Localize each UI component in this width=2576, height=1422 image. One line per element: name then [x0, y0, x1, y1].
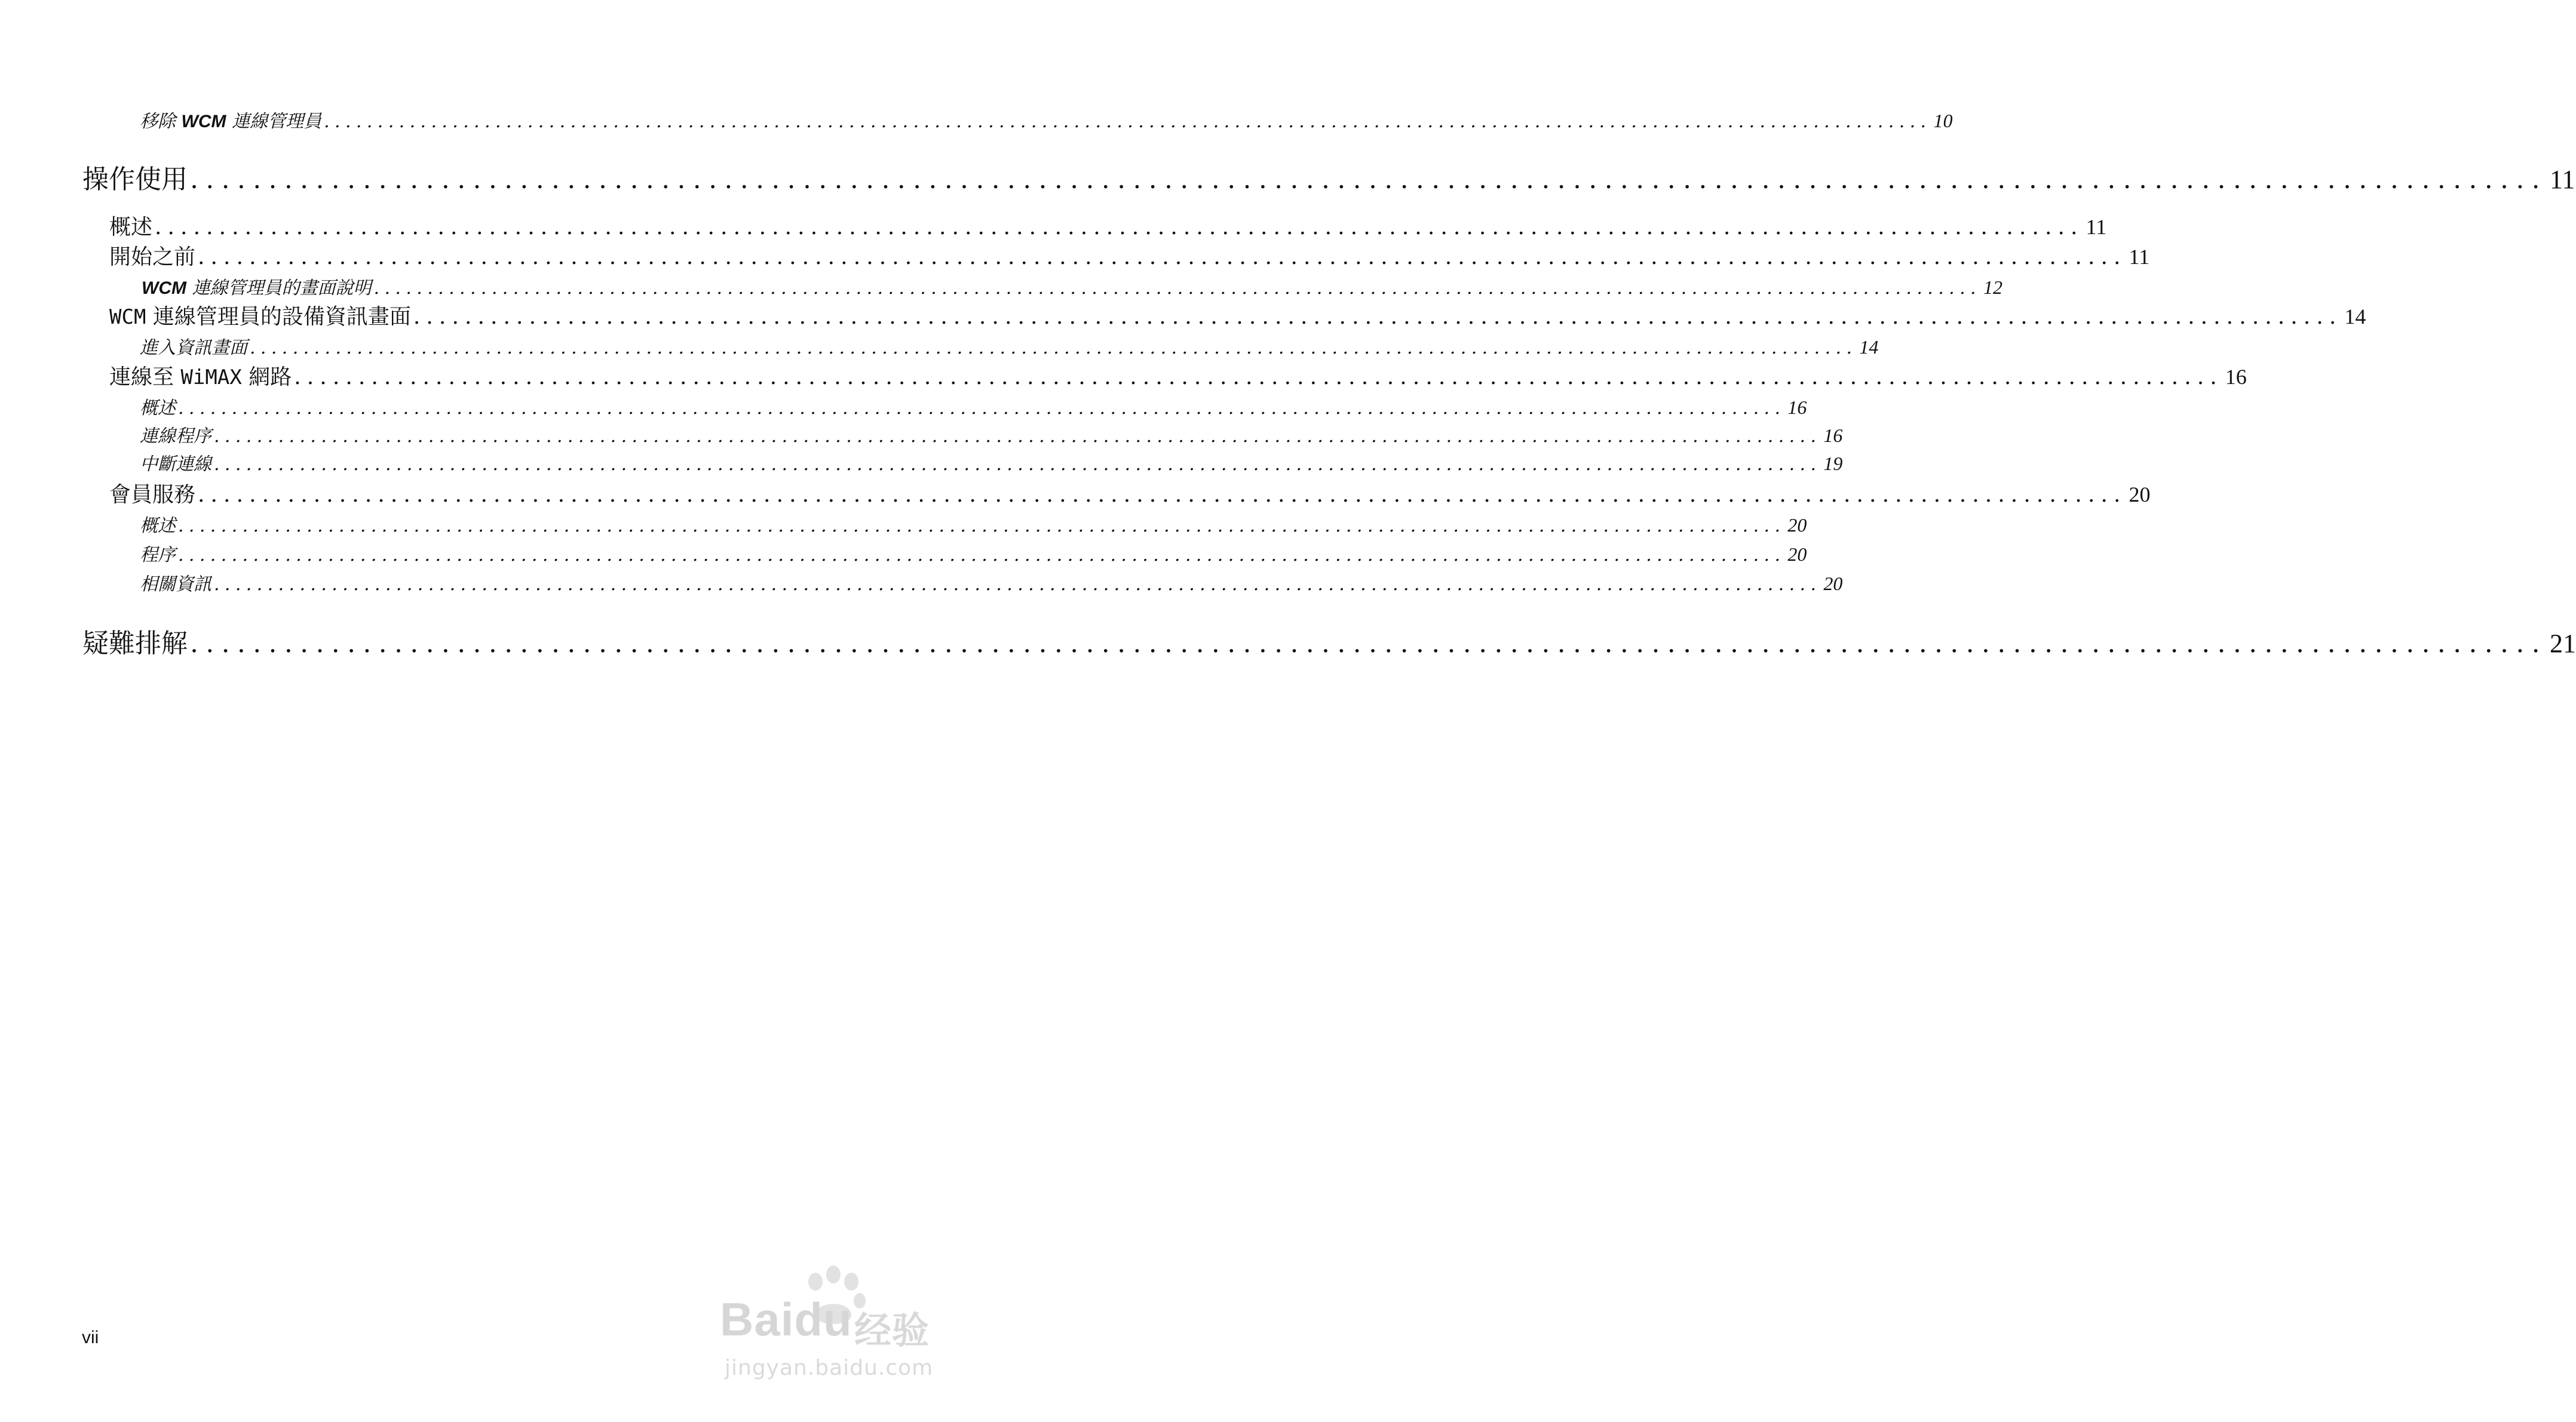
toc-leader-dots: ...................................................................................................................................................... — [413, 305, 2342, 329]
toc-entry-label: WCM 連線管理員的設備資訊畫面 — [109, 305, 411, 329]
toc-entry-overview-2[interactable] — [140, 393, 1807, 419]
toc-entry-label: 概述 — [140, 515, 176, 536]
toc-page-number: 16 — [1787, 397, 1807, 418]
toc-leader-dots: ...................................................................................................................................................... — [190, 164, 2547, 195]
toc-entry-label: 連線程序 — [140, 426, 211, 447]
toc-leader-dots: ...................................................................................................................................................... — [294, 365, 2223, 389]
toc-page-number: 20 — [1787, 543, 1807, 565]
toc-leader-dots: ...................................................................................................................................................... — [214, 454, 1821, 475]
toc-entry-connect-wimax[interactable] — [109, 360, 2247, 391]
toc-entry-label: 疑難排解 — [82, 628, 188, 659]
footer-page-number: vii — [82, 1328, 99, 1347]
toc-entry-overview[interactable] — [109, 210, 2107, 241]
toc-page-number: 11 — [2129, 245, 2150, 269]
toc-leader-dots: ...................................................................................................................................................... — [178, 398, 1786, 419]
toc-entry-label: WCM 連線管理員的畫面說明 — [142, 278, 372, 299]
toc-leader-dots: ...................................................................................................................................................... — [198, 245, 2127, 269]
toc-entry-label: 中斷連線 — [140, 454, 211, 475]
toc-entry-member-service[interactable] — [109, 478, 2151, 508]
toc-entry-label: 概述 — [109, 215, 153, 239]
toc-entry-operation[interactable] — [82, 158, 2575, 196]
baidu-jingyan-watermark — [708, 1272, 959, 1392]
toc-page-number: 11 — [2549, 165, 2575, 194]
watermark-url: jingyan.baidu.com — [725, 1356, 934, 1380]
toc-page-number: 16 — [1823, 425, 1843, 446]
toc-entry-enter-info[interactable] — [140, 333, 1879, 359]
toc-leader-dots: ...................................................................................................................................................... — [178, 545, 1786, 566]
toc-page-number: 16 — [2225, 365, 2247, 389]
toc-page-number: 20 — [1823, 573, 1843, 594]
toc-leader-dots: ...................................................................................................................................................... — [373, 278, 1981, 299]
toc-entry-label: 移除 WCM 連線管理員 — [140, 111, 322, 132]
toc-leader-dots: ...................................................................................................................................................... — [214, 426, 1821, 447]
toc-leader-dots: ...................................................................................................................................................... — [190, 628, 2547, 659]
toc-page-number: 21 — [2549, 629, 2576, 658]
toc-entry-label: 開始之前 — [109, 245, 196, 269]
toc-leader-dots: ...................................................................................................................................................... — [155, 215, 2084, 239]
toc-entry-label: 連線至 WiMAX 網路 — [109, 365, 292, 389]
toc-entry-remove-wcm[interactable] — [140, 106, 1953, 133]
toc-page-number: 10 — [1933, 110, 1953, 131]
toc-entry-related-info[interactable] — [140, 569, 1843, 595]
toc-page-number: 14 — [2344, 305, 2366, 328]
toc-page-number: 14 — [1859, 336, 1879, 358]
toc-entry-label: 會員服務 — [109, 483, 196, 507]
toc-entry-before-start[interactable] — [109, 240, 2150, 271]
toc-leader-dots: ...................................................................................................................................................... — [198, 483, 2127, 507]
toc-entry-disconnect[interactable] — [140, 449, 1843, 475]
toc-entry-label: 操作使用 — [82, 164, 188, 195]
toc-entry-procedure[interactable] — [140, 540, 1807, 566]
toc-entry-connect-procedure[interactable] — [140, 421, 1843, 447]
toc-page-number: 19 — [1823, 453, 1843, 474]
toc-page-number: 12 — [1983, 277, 2002, 298]
toc-entry-label: 進入資訊畫面 — [140, 337, 247, 358]
toc-entry-label: 相關資訊 — [140, 574, 211, 595]
toc-entry-wcm-device-info[interactable] — [109, 300, 2366, 330]
toc-leader-dots: ...................................................................................................................................................... — [178, 515, 1786, 536]
toc-entry-troubleshooting[interactable] — [82, 622, 2576, 660]
toc-entry-label: 概述 — [140, 398, 176, 419]
toc-leader-dots: ...................................................................................................................................................... — [214, 574, 1821, 595]
toc-leader-dots: ...................................................................................................................................................... — [324, 111, 1931, 132]
toc-entry-wcm-screen[interactable] — [142, 273, 2002, 299]
toc-entry-label: 程序 — [140, 545, 176, 566]
toc-page-number: 11 — [2086, 215, 2107, 239]
watermark-cn: 经验 — [854, 1309, 930, 1352]
toc-page-number: 20 — [1787, 514, 1807, 536]
toc-leader-dots: ...................................................................................................................................................... — [250, 337, 1857, 358]
watermark-brand: Baidu — [720, 1293, 852, 1346]
toc-page-number: 20 — [2129, 483, 2151, 506]
toc-entry-overview-3[interactable] — [140, 511, 1807, 537]
